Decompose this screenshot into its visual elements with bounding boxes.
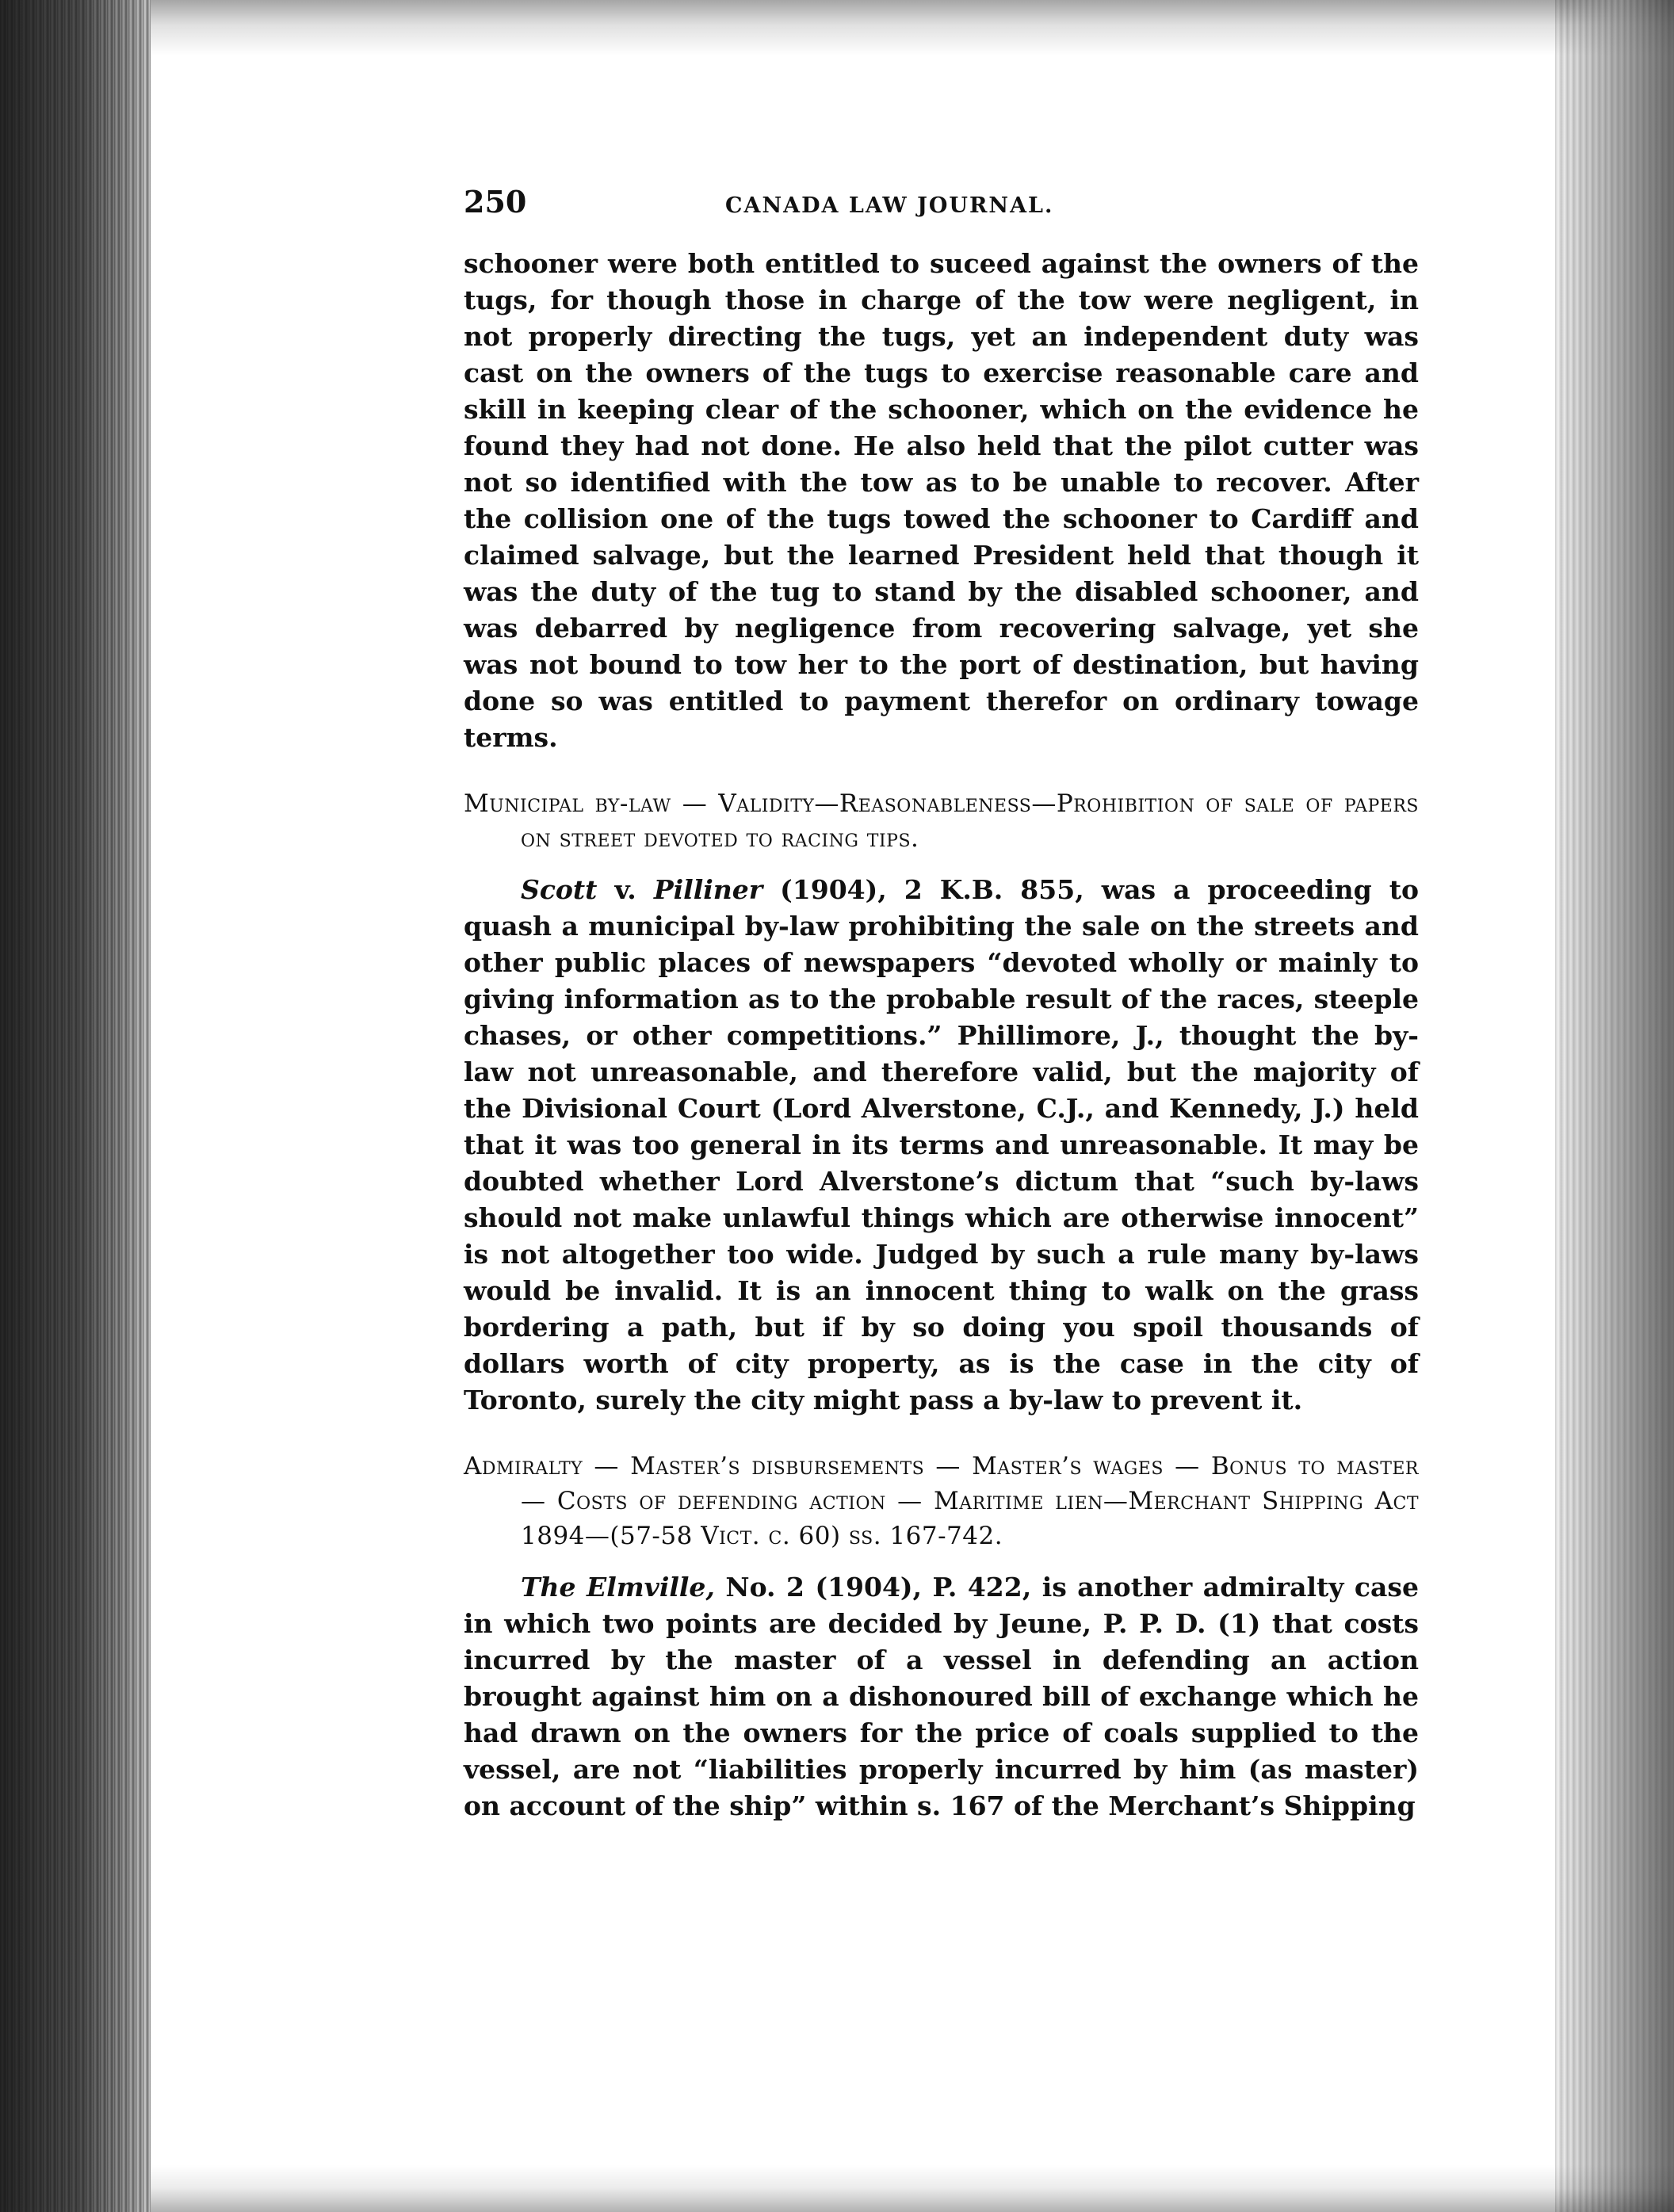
case-versus: v. [597,874,654,905]
page-number: 250 [464,184,527,220]
case-name-pilliner: Pilliner [653,874,763,905]
paragraph-scott-body: (1904), 2 K.B. 855, was a proceeding to quash a municipal by-law prohibiting the sale on the streets and other public places of newspapers “devoted wholly or mainly to giving information as to the probable result of the races, steeple chases, or other competitions.” Phillimore, J., thought the by-law not unreasonable, and therefore valid, but the majority of the Divisional Court (Lord Alverstone, C.J., and Kennedy, J.) held that it was too general in its terms and unreasonable. It may be doubted whether Lord Alverstone’s dictum that “such by-laws should not make unlawful things which are otherwise innocent” is not altogether too wide. Judged by such a rule many by-laws would be invalid. It is an innocent thing to walk on the grass bordering a path, but if by so doing you spoil thousands of dollars worth of city property, as is the case in the city of Toronto, surely the city might pass a by-law to prevent it. [464,874,1419,1415]
scan-edge-right [1555,0,1674,2212]
scan-edge-left [0,0,151,2212]
scan-edge-bottom [151,2164,1674,2212]
paragraph-elmville-body: No. 2 (1904), P. 422, is another admiralty case in which two points are decided by Jeune, P. P. D. (1) that costs incurred by the master of a vessel in defending an action brought against him on a dishonoured bill of exchange which he had drawn on the owners for the price of coals supplied to the vessel, are not “liabilities properly incurred by him (as master) on account of the ship” within s. 167 of the Merchant’s Shipping [464,1572,1419,1821]
case-name-scott: Scott [521,874,598,905]
paragraph-schooner-salvage: schooner were both entitled to suceed against the owners of the tugs, for though those in charge of the tow were negligent, in not properly directing the tugs, yet an independent duty was cast on the owners of the tugs to exercise reasonable care and skill in keeping clear of the schooner, which on the evidence he found they had not done. He also held that the pilot cutter was not so identified with the tow as to be unable to recover. After the collision one of the tugs towed the schooner to Cardiff and claimed salvage, but the learned President held that though it was the duty of the tug to stand by the disabled schooner, and was debarred by negligence from recovering salvage, yet she was not bound to tow her to the port of destination, but having done so was entitled to payment therefor on ordinary towage terms. [464,248,1419,753]
paragraph-scott-v-pilliner [464,872,1419,1419]
journal-page [464,184,1419,1824]
section-heading-admiralty: Admiralty — Master’s disbursements — Master’s wages — Bonus to master — Costs of defending action — Maritime lien—Merchant Shipping Act 1894—(57-58 Vict. c. 60) ss. 167-742. [464,1452,1419,1550]
scan-edge-top [151,0,1674,55]
page-header [464,184,1419,239]
running-title: CANADA LAW JOURNAL. [725,193,1054,218]
paragraph-elmville [464,1569,1419,1824]
section-heading-municipal-bylaw: Municipal by-law — Validity—Reasonableness—Prohibition of sale of papers on street devoted to racing tips. [464,789,1419,853]
case-name-elmville: The Elmville, [521,1572,715,1603]
